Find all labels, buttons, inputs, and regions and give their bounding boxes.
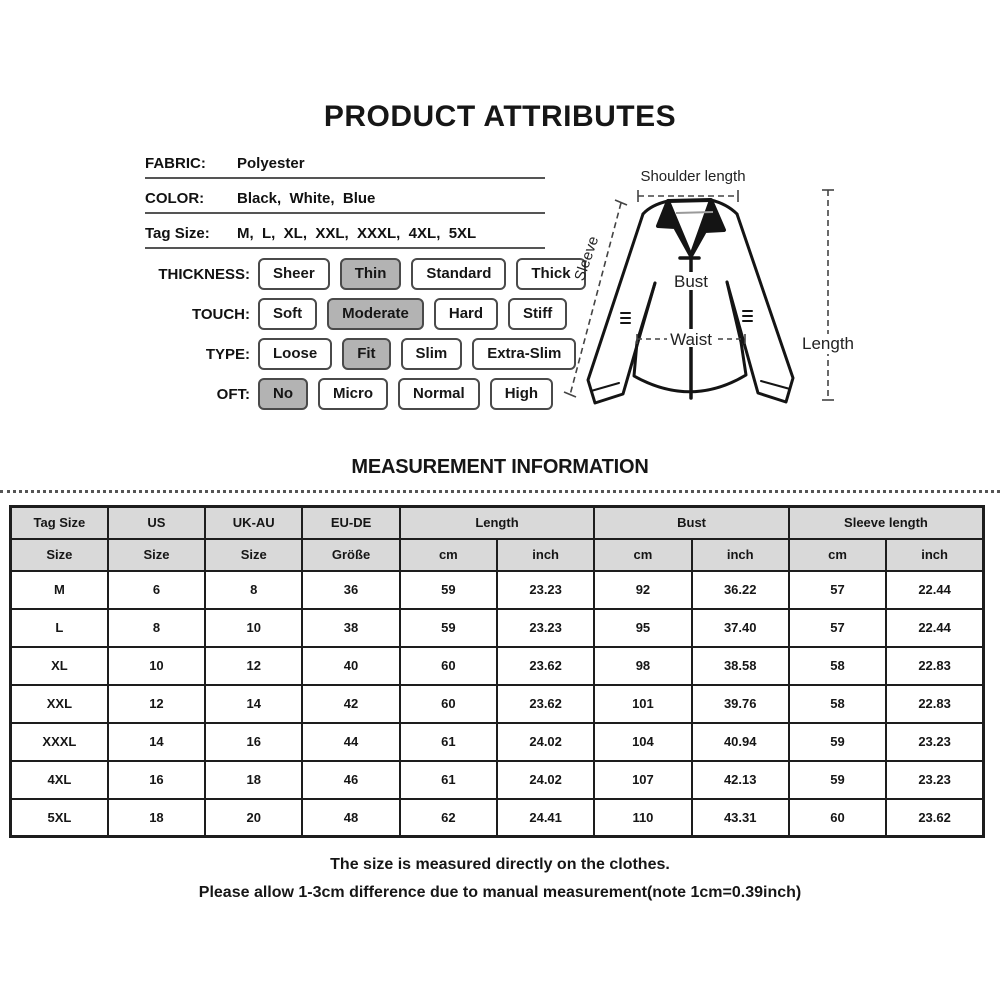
- attribute-list: [145, 144, 545, 249]
- option-thin[interactable]: Thin: [340, 258, 402, 290]
- value-cell: 44: [302, 723, 399, 761]
- subheader-cell: Size: [11, 539, 108, 571]
- header-cell: US: [108, 507, 205, 539]
- header-cell: Bust: [594, 507, 789, 539]
- value-cell: 40.94: [692, 723, 789, 761]
- attribute-row-color: [145, 179, 545, 214]
- subheader-cell: Größe: [302, 539, 399, 571]
- value-cell: 36.22: [692, 571, 789, 609]
- size-cell: 4XL: [11, 761, 108, 799]
- value-cell: 8: [108, 609, 205, 647]
- value-cell: 42.13: [692, 761, 789, 799]
- value-cell: 23.23: [886, 761, 983, 799]
- value-cell: 14: [108, 723, 205, 761]
- subheader-cell: cm: [789, 539, 886, 571]
- value-cell: 22.83: [886, 685, 983, 723]
- attribute-row-fabric: [145, 144, 545, 179]
- subheader-cell: Size: [108, 539, 205, 571]
- option-no[interactable]: No: [258, 378, 308, 410]
- page-title: PRODUCT ATTRIBUTES: [323, 100, 677, 133]
- table-row: [11, 647, 984, 685]
- attribute-label: COLOR:: [145, 190, 205, 207]
- attribute-row-tag-size: [145, 214, 545, 249]
- size-cell: XXXL: [11, 723, 108, 761]
- option-group-label: TOUCH:: [191, 305, 250, 323]
- option-row-oft: [150, 374, 596, 414]
- option-micro[interactable]: Micro: [318, 378, 388, 410]
- value-cell: 37.40: [692, 609, 789, 647]
- value-cell: 12: [205, 647, 302, 685]
- subheader-cell: cm: [400, 539, 497, 571]
- value-cell: 23.23: [497, 571, 594, 609]
- value-cell: 18: [205, 761, 302, 799]
- option-group-label: TYPE:: [205, 345, 250, 363]
- option-standard[interactable]: Standard: [411, 258, 506, 290]
- value-cell: 60: [400, 685, 497, 723]
- attribute-label: Tag Size:: [145, 225, 210, 242]
- header-cell: UK-AU: [205, 507, 302, 539]
- value-cell: 58: [789, 647, 886, 685]
- subheader-cell: inch: [692, 539, 789, 571]
- value-cell: 59: [789, 723, 886, 761]
- value-cell: 20: [205, 799, 302, 837]
- option-slim[interactable]: Slim: [401, 338, 463, 370]
- value-cell: 38.58: [692, 647, 789, 685]
- option-row-thickness: [150, 254, 596, 294]
- value-cell: 23.62: [497, 685, 594, 723]
- size-cell: L: [11, 609, 108, 647]
- value-cell: 23.23: [497, 609, 594, 647]
- option-group-label: OFT:: [216, 385, 250, 403]
- option-soft[interactable]: Soft: [258, 298, 317, 330]
- value-cell: 61: [400, 761, 497, 799]
- value-cell: 36: [302, 571, 399, 609]
- value-cell: 23.62: [497, 647, 594, 685]
- value-cell: 12: [108, 685, 205, 723]
- option-stiff[interactable]: Stiff: [508, 298, 567, 330]
- value-cell: 98: [594, 647, 691, 685]
- attribute-value: Polyester: [237, 155, 305, 172]
- value-cell: 38: [302, 609, 399, 647]
- jacket-outline: [588, 200, 793, 403]
- length-label: Length: [802, 334, 854, 353]
- collar-lapels: [658, 200, 724, 256]
- table-row: [11, 571, 984, 609]
- measurement-heading: MEASUREMENT INFORMATION: [351, 456, 649, 478]
- value-cell: 10: [108, 647, 205, 685]
- value-cell: 57: [789, 609, 886, 647]
- value-cell: 40: [302, 647, 399, 685]
- value-cell: 6: [108, 571, 205, 609]
- value-cell: 59: [400, 571, 497, 609]
- dotted-divider: [0, 490, 1000, 493]
- value-cell: 39.76: [692, 685, 789, 723]
- size-cell: M: [11, 571, 108, 609]
- table-row: [11, 723, 984, 761]
- option-fit[interactable]: Fit: [342, 338, 390, 370]
- value-cell: 107: [594, 761, 691, 799]
- option-row-touch: [150, 294, 596, 334]
- value-cell: 60: [400, 647, 497, 685]
- value-cell: 46: [302, 761, 399, 799]
- subheader-cell: cm: [594, 539, 691, 571]
- value-cell: 104: [594, 723, 691, 761]
- subheader-row: [11, 539, 984, 571]
- attribute-label: FABRIC:: [145, 155, 206, 172]
- value-cell: 16: [108, 761, 205, 799]
- option-thick[interactable]: Thick: [516, 258, 585, 290]
- footer-note-1: The size is measured directly on the clothes.: [330, 856, 670, 873]
- value-cell: 24.41: [497, 799, 594, 837]
- waist-label: Waist: [670, 330, 712, 349]
- option-high[interactable]: High: [490, 378, 553, 410]
- value-cell: 110: [594, 799, 691, 837]
- value-cell: 14: [205, 685, 302, 723]
- subheader-cell: Size: [205, 539, 302, 571]
- table-row: [11, 609, 984, 647]
- value-cell: 57: [789, 571, 886, 609]
- header-cell: Sleeve length: [789, 507, 984, 539]
- subheader-cell: inch: [886, 539, 983, 571]
- attribute-value: M, L, XL, XXL, XXXL, 4XL, 5XL: [237, 225, 477, 242]
- value-cell: 18: [108, 799, 205, 837]
- option-group-label: THICKNESS:: [158, 265, 250, 283]
- jacket-diagram-svg: [555, 150, 885, 445]
- value-cell: 58: [789, 685, 886, 723]
- value-cell: 24.02: [497, 723, 594, 761]
- value-cell: 43.31: [692, 799, 789, 837]
- value-cell: 23.23: [886, 723, 983, 761]
- size-cell: 5XL: [11, 799, 108, 837]
- size-table-body: [11, 571, 984, 837]
- value-cell: 24.02: [497, 761, 594, 799]
- option-groups: [150, 254, 596, 414]
- header-cell: Length: [400, 507, 595, 539]
- size-table-head: [11, 507, 984, 571]
- subheader-cell: inch: [497, 539, 594, 571]
- value-cell: 60: [789, 799, 886, 837]
- option-sheer[interactable]: Sheer: [258, 258, 330, 290]
- value-cell: 62: [400, 799, 497, 837]
- table-row: [11, 799, 984, 837]
- option-row-type: [150, 334, 596, 374]
- value-cell: 48: [302, 799, 399, 837]
- value-cell: 95: [594, 609, 691, 647]
- value-cell: 22.44: [886, 609, 983, 647]
- value-cell: 59: [400, 609, 497, 647]
- option-loose[interactable]: Loose: [258, 338, 332, 370]
- value-cell: 22.83: [886, 647, 983, 685]
- table-row: [11, 685, 984, 723]
- value-cell: 61: [400, 723, 497, 761]
- bust-label: Bust: [673, 272, 709, 291]
- option-normal[interactable]: Normal: [398, 378, 480, 410]
- attribute-value: Black, White, Blue: [237, 190, 376, 207]
- option-extra-slim[interactable]: Extra-Slim: [472, 338, 576, 370]
- value-cell: 42: [302, 685, 399, 723]
- footer-note-2: Please allow 1-3cm difference due to manual measurement(note 1cm=0.39inch): [198, 884, 802, 901]
- option-moderate[interactable]: Moderate: [327, 298, 424, 330]
- header-row: [11, 507, 984, 539]
- table-row: [11, 761, 984, 799]
- shoulder-length-label: Shoulder length: [640, 168, 746, 185]
- value-cell: 8: [205, 571, 302, 609]
- sleeve-label: Sleeve: [571, 234, 603, 283]
- value-cell: 92: [594, 571, 691, 609]
- measure-guides: [564, 190, 834, 400]
- header-cell: EU-DE: [302, 507, 399, 539]
- option-hard[interactable]: Hard: [434, 298, 498, 330]
- size-table: [9, 505, 985, 838]
- value-cell: 101: [594, 685, 691, 723]
- value-cell: 22.44: [886, 571, 983, 609]
- value-cell: 59: [789, 761, 886, 799]
- size-cell: XL: [11, 647, 108, 685]
- header-cell: Tag Size: [11, 507, 108, 539]
- value-cell: 10: [205, 609, 302, 647]
- value-cell: 23.62: [886, 799, 983, 837]
- size-cell: XXL: [11, 685, 108, 723]
- garment-measurement-diagram: [555, 150, 885, 445]
- value-cell: 16: [205, 723, 302, 761]
